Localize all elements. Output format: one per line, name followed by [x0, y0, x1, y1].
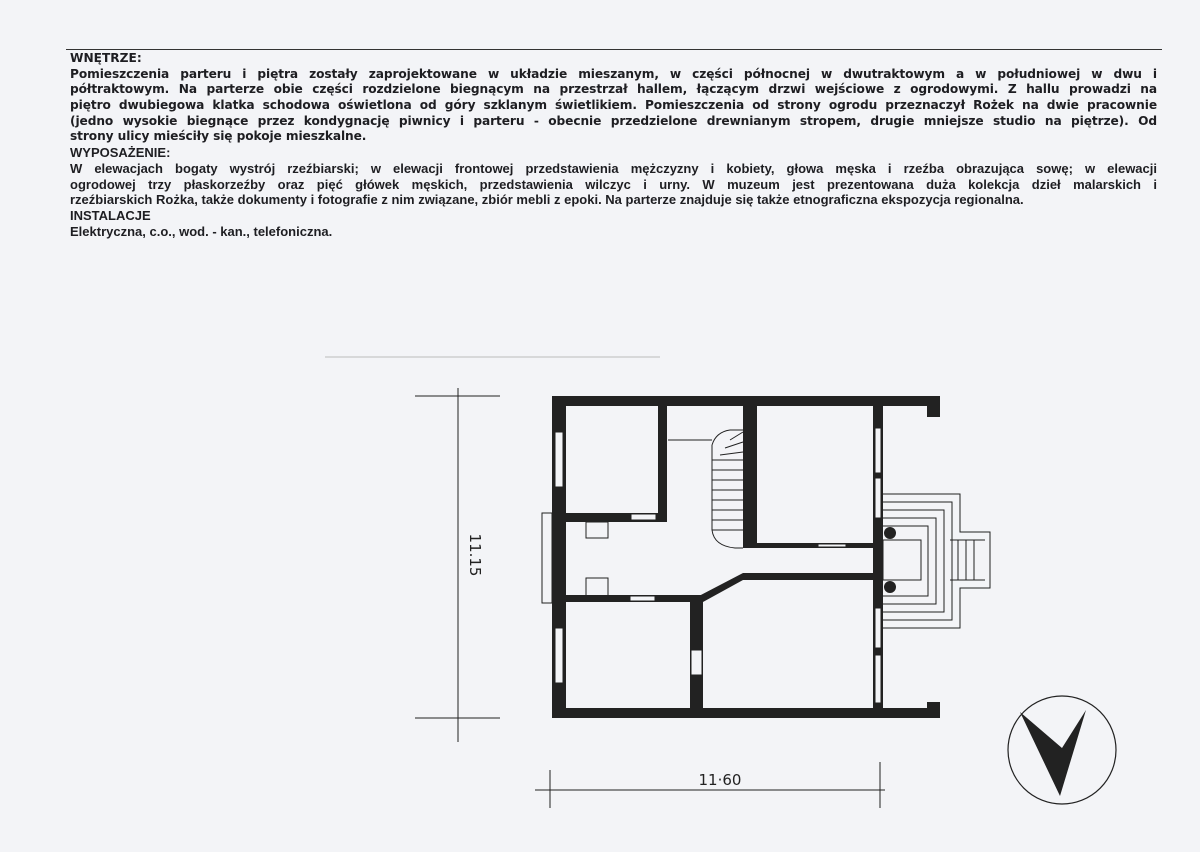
text-line: strony ulicy mieściły się pokoje mieszkalne. — [70, 129, 367, 144]
heading-equipment: WYPOSAŻENIE: — [70, 145, 171, 161]
walls — [552, 396, 940, 718]
staircase — [668, 430, 743, 548]
dimension-width-label: 11·60 — [698, 771, 742, 789]
text-line: piętro dwubiegowa klatka schodowa oświetlona od góry szklanym świetlikiem. Pomieszczenia od strony ogrodu przeznaczył Rożek na dwie pracownie — [70, 98, 1157, 113]
north-arrow-icon — [1008, 696, 1116, 804]
windows — [555, 428, 881, 703]
text-line: rzeźbiarskich Rożka, także dokumenty i fotografie z nim związane, zbiór mebli z epoki. Na parterze znajduje się także etnograficzna ekspozycja regionalna. — [70, 192, 1024, 208]
text-line: półtraktowym. Na parterze obie części rozdzielone biegnącym na przestrzał hallem, łączącym drzwi wejściowe z ogrodowymi. Z hallu prowadzi na — [70, 82, 1157, 97]
text-line: ogrodowej trzy płaskorzeźby oraz pięć główek męskich, przedstawienia wilczyc i urny. W muzeum jest prezentowana duża kolekcja dzieł malarskich i — [70, 176, 1157, 192]
dimension-height-label: 11.15 — [466, 533, 484, 577]
heading-installations: INSTALACJE — [70, 207, 151, 223]
garden-steps — [883, 494, 990, 628]
text-line: W elewacjach bogaty wystrój rzeźbiarski; w elewacji frontowej przedstawienia mężczyzny i kobiety, głowa męska i rzeźba obrazująca sowę; w elewacji — [70, 160, 1157, 176]
text-line: Pomieszczenia parteru i piętra zostały zaprojektowane w układzie mieszanym, w części północnej w dwutraktowym a w południowej w dwu i — [70, 66, 1157, 81]
heading-interior: WNĘTRZE: — [70, 51, 142, 65]
text-line: (jedno wysokie biegnące przez kondygnację piwnicy i parteru - obecnie przedzielone drewnianym stropem, drugie mniejsze studio na piętrze). Od — [70, 113, 1157, 128]
entrance-vestibule — [542, 513, 608, 603]
text-line: Elektryczna, c.o., wod. - kan., telefoniczna. — [70, 223, 333, 239]
